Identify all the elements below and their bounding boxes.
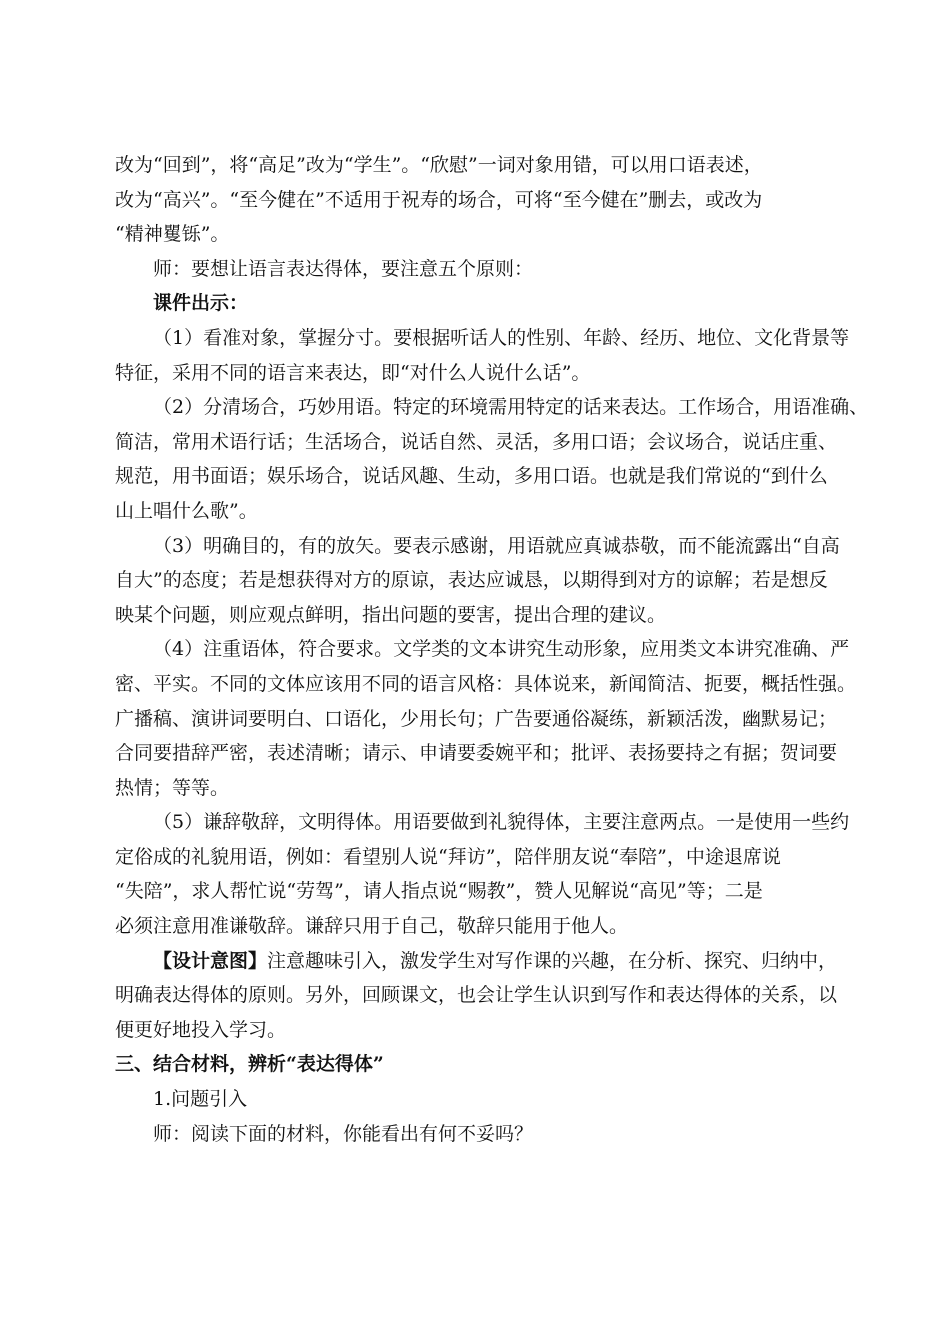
paragraph-line: 师：要想让语言表达得体，要注意五个原则：: [153, 257, 534, 280]
paragraph-line: （2）分清场合，巧妙用语。特定的环境需用特定的话来表达。工作场合，用语准确、: [153, 396, 869, 419]
paragraph-line: 密、平实。不同的文体应该用不同的语言风格：具体说来，新闻简洁、扼要，概括性强。: [115, 672, 857, 695]
paragraph-line: 便更好地投入学习。: [115, 1018, 287, 1041]
subsection-heading: 1.问题引入: [153, 1088, 248, 1111]
paragraph-line: 简洁，常用术语行话；生活场合，说话自然、灵活，多用口语；会议场合，说话庄重、: [115, 430, 838, 453]
paragraph-line: 映某个问题，则应观点鲜明，指出问题的要害，提出合理的建议。: [115, 603, 667, 626]
paragraph-line: 师：阅读下面的材料，你能看出有何不妥吗？: [153, 1122, 534, 1145]
paragraph-line: 热情；等等。: [115, 776, 230, 799]
paragraph-line: （3）明确目的，有的放矢。要表示感谢，用语就应真诚恭敬，而不能流露出“自高: [153, 534, 840, 557]
design-intent-label: 【设计意图】: [153, 949, 268, 972]
paragraph-line: 合同要措辞严密，表述清晰；请示、申请要委婉平和；批评、表扬要持之有据；贺词要: [115, 742, 838, 765]
paragraph-line: 山上唱什么歌”。: [115, 499, 258, 522]
paragraph-line: 定俗成的礼貌用语，例如：看望别人说“拜访”，陪伴朋友说“奉陪”，中途退席说: [115, 845, 781, 868]
paragraph-line: 明确表达得体的原则。另外，回顾课文，也会让学生认识到写作和表达得体的关系，以: [115, 984, 838, 1007]
paragraph-line: “失陪”，求人帮忙说“劳驾”，请人指点说“赐教”，赞人见解说“高见”等；二是: [115, 880, 763, 903]
paragraph-line: “精神矍铄”。: [115, 223, 230, 246]
section-heading: 三、结合材料，辨析“表达得体”: [115, 1053, 384, 1076]
paragraph-line: 特征，采用不同的语言来表达，即“对什么人说什么话”。: [115, 361, 591, 384]
design-intent-line: [115, 944, 865, 979]
paragraph-line: 必须注意用准谦敬辞。谦辞只用于自己，敬辞只能用于他人。: [115, 915, 629, 938]
paragraph-line: 改为“高兴”。“至今健在”不适用于祝寿的场合，可将“至今健在”删去，或改为: [115, 188, 763, 211]
courseware-heading: 课件出示：: [153, 292, 249, 315]
paragraph-line: 改为“回到”，将“高足”改为“学生”。“欣慰”一词对象用错，可以用口语表述，: [115, 154, 763, 176]
document-body: [115, 148, 869, 1151]
paragraph-line: （5）谦辞敬辞，文明得体。用语要做到礼貌得体，主要注意两点。一是使用一些约: [153, 811, 850, 834]
paragraph-line: 规范，用书面语；娱乐场合，说话风趣、生动，多用口语。也就是我们常说的“到什么: [115, 465, 828, 488]
paragraph-line: （1）看准对象，掌握分寸。要根据听话人的性别、年龄、经历、地位、文化背景等: [153, 326, 850, 349]
paragraph-line: 自大”的态度；若是想获得对方的原谅，表达应诚恳，以期得到对方的谅解；若是想反: [115, 569, 828, 592]
paragraph-line: 广播稿、演讲词要明白、口语化，少用长句；广告要通俗凝练，新颖活泼，幽默易记；: [115, 707, 838, 730]
design-intent-text: 注意趣味引入，激发学生对写作课的兴趣，在分析、探究、归纳中，: [267, 949, 838, 972]
paragraph-line: （4）注重语体，符合要求。文学类的文本讲究生动形象，应用类文本讲究准确、严: [153, 638, 850, 661]
